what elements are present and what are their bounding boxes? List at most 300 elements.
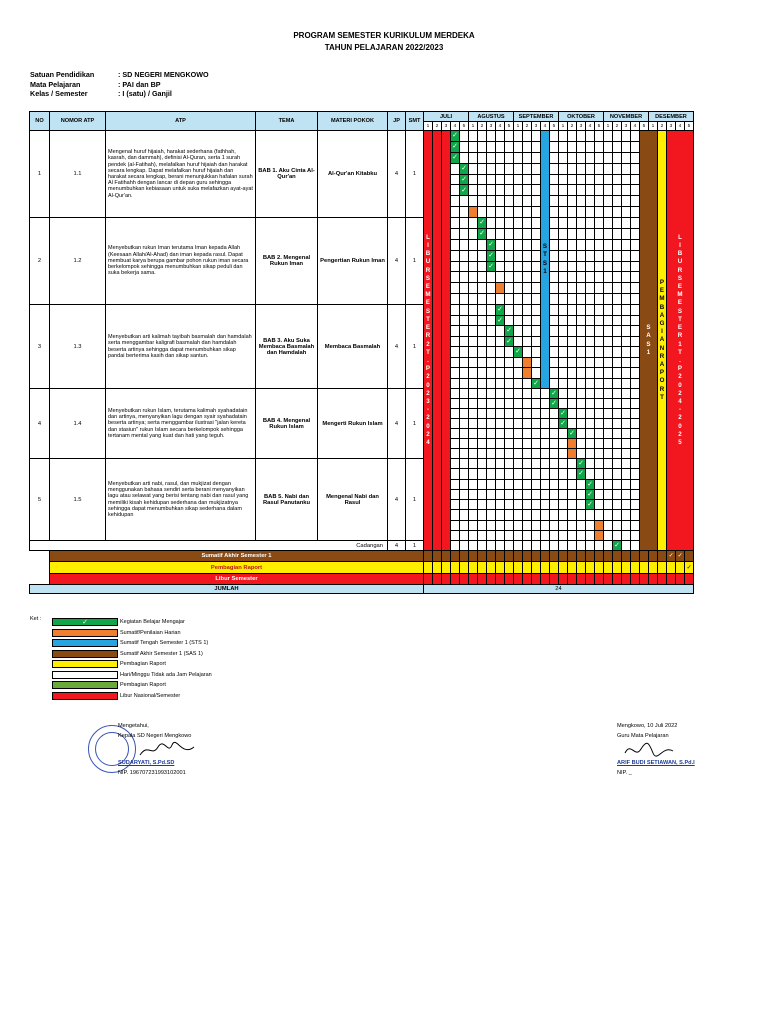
kbm-check: ✓: [488, 262, 494, 270]
week-cell: [577, 409, 586, 419]
raport-cell: [676, 562, 685, 574]
week-cell: [496, 347, 505, 358]
week-cell: [550, 510, 559, 520]
week-cell: [631, 272, 640, 283]
week-cell: [469, 239, 478, 250]
week-cell: [604, 409, 613, 419]
week-cell: [469, 250, 478, 261]
vertical-letter: 1: [543, 267, 547, 275]
week-cell: [550, 500, 559, 510]
week-number: 3: [622, 122, 631, 131]
row-no: 3: [30, 305, 50, 389]
week-cell: [469, 272, 478, 283]
week-cell: [478, 469, 487, 479]
week-cell: [595, 469, 604, 479]
week-cell: [505, 228, 514, 239]
sas-cell: [505, 551, 514, 562]
info-value: : I (satu) / Ganjil: [118, 89, 172, 98]
week-cell: [622, 347, 631, 358]
week-cell: [622, 479, 631, 489]
week-cell: [460, 305, 469, 316]
vertical-letter: 1: [646, 348, 651, 356]
week-cell: [469, 357, 478, 368]
week-cell: [523, 459, 532, 469]
week-cell: [622, 368, 631, 379]
week-cell: [586, 185, 595, 196]
sign-left-name: SUDARYATI, S.Pd.SD: [118, 760, 175, 766]
week-cell: [460, 429, 469, 439]
sas-cell: [460, 551, 469, 562]
week-cell: [523, 207, 532, 218]
kbm-check: ✓: [587, 501, 593, 509]
vertical-letter: R: [425, 332, 431, 340]
week-cell: [568, 228, 577, 239]
week-cell: [577, 261, 586, 272]
raport-cell: [424, 562, 433, 574]
week-cell: [514, 283, 523, 294]
legend-item: [52, 649, 252, 659]
week-cell: [514, 261, 523, 272]
week-cell: [631, 500, 640, 510]
week-cell: [460, 239, 469, 250]
week-cell: [631, 439, 640, 449]
week-cell: [604, 163, 613, 174]
week-cell: [469, 530, 478, 540]
week-cell: [577, 305, 586, 316]
raport-cell: [496, 562, 505, 574]
week-cell: [532, 429, 541, 439]
week-cell: [487, 449, 496, 459]
week-cell: [604, 336, 613, 347]
week-cell: [478, 163, 487, 174]
week-cell: [496, 336, 505, 347]
week-cell: [523, 520, 532, 530]
week-cell: [487, 541, 496, 551]
week-cell: [568, 479, 577, 489]
sas-cell: [496, 551, 505, 562]
week-cell: [631, 419, 640, 429]
week-cell: [460, 500, 469, 510]
week-cell: [478, 196, 487, 207]
week-cell: [478, 326, 487, 337]
vertical-letter: O: [659, 377, 665, 385]
week-number: 5: [550, 122, 559, 131]
week-cell: [505, 141, 514, 152]
week-cell: [586, 429, 595, 439]
vertical-letter: 3: [426, 397, 430, 405]
sas-cell: [559, 551, 568, 562]
week-cell: [604, 479, 613, 489]
week-cell: [550, 141, 559, 152]
week-cell: [631, 185, 640, 196]
week-cell: [604, 305, 613, 316]
raport-cell: [649, 562, 658, 574]
header-atp: ATP: [106, 112, 256, 131]
jumlah-label: JUMLAH: [30, 585, 424, 594]
week-number: 3: [442, 122, 451, 131]
week-cell: [487, 409, 496, 419]
row-jp: 4: [388, 218, 406, 305]
vertical-letter: R: [677, 332, 683, 340]
week-cell: [559, 294, 568, 305]
week-number: 4: [541, 122, 550, 131]
week-cell: [514, 141, 523, 152]
vertical-letter: S: [646, 340, 651, 348]
week-cell: [550, 163, 559, 174]
raport-cell: [622, 562, 631, 574]
week-cell: [577, 347, 586, 358]
week-cell: [586, 510, 595, 520]
week-cell: [523, 479, 532, 489]
week-cell: [631, 389, 640, 399]
week-cell: [532, 419, 541, 429]
week-cell: [586, 336, 595, 347]
week-cell: [631, 228, 640, 239]
week-cell: [460, 520, 469, 530]
week-cell: [451, 261, 460, 272]
week-cell: [523, 399, 532, 409]
week-number: 3: [667, 122, 676, 131]
week-cell: [550, 228, 559, 239]
week-cell: [568, 530, 577, 540]
week-cell: [550, 218, 559, 229]
week-cell: [451, 294, 460, 305]
vertical-letter: T: [426, 315, 430, 323]
week-cell: [631, 305, 640, 316]
week-cell: [622, 152, 631, 163]
week-cell: [577, 449, 586, 459]
sas-cell: [568, 551, 577, 562]
week-cell: [559, 228, 568, 239]
vertical-letter: E: [425, 283, 431, 291]
week-cell: [487, 218, 496, 229]
week-cell: [568, 368, 577, 379]
libur-cell: [676, 574, 685, 585]
week-cell: [604, 152, 613, 163]
row-tema: BAB 5. Nabi dan Rasul Panutanku: [256, 459, 318, 541]
week-cell: [460, 336, 469, 347]
week-cell: [577, 283, 586, 294]
week-cell: [622, 141, 631, 152]
week-cell: [568, 131, 577, 142]
week-cell: [505, 469, 514, 479]
week-cell: [604, 239, 613, 250]
week-cell: [604, 520, 613, 530]
libur-cell: [442, 574, 451, 585]
kbm-check: ✓: [452, 132, 458, 140]
libur-cell: [649, 574, 658, 585]
week-cell: [577, 530, 586, 540]
row-atp: Menyebutkan rukun Islam, terutama kalimah syahadatain dan artinya, menyanyikan lagu dengan syair syahadatain beserta artinya; serta menggambar ilustrasi "jalan kereta dan stasiun" rukun Islam secara berkelompok sehingga tertanam mental yang kuat dan hati yang teguh.: [106, 389, 256, 459]
week-cell: [523, 469, 532, 479]
week-cell: [613, 174, 622, 185]
week-cell: [613, 368, 622, 379]
week-cell: [568, 510, 577, 520]
vertical-letter: S: [677, 274, 683, 282]
week-cell: [559, 305, 568, 316]
sas-cell: [649, 551, 658, 562]
week-cell: [595, 399, 604, 409]
week-cell: [550, 131, 559, 142]
week-cell: [550, 315, 559, 326]
week-cell: [469, 218, 478, 229]
libur-cell: [433, 574, 442, 585]
week-cell: [586, 272, 595, 283]
libur-cell: [523, 574, 532, 585]
week-cell: [577, 368, 586, 379]
legend-item: [52, 659, 252, 669]
vertical-letter: 2: [678, 414, 682, 422]
week-number: 4: [631, 122, 640, 131]
week-cell: [631, 196, 640, 207]
week-cell: [451, 336, 460, 347]
week-cell: [505, 459, 514, 469]
raport-cell: [505, 562, 514, 574]
week-cell: [451, 469, 460, 479]
header-jp: JP: [388, 112, 406, 131]
week-cell: [559, 500, 568, 510]
week-cell: [478, 357, 487, 368]
week-cell: [586, 152, 595, 163]
week-number: 1: [514, 122, 523, 131]
week-cell: [595, 283, 604, 294]
week-cell: [541, 479, 550, 489]
vertical-letter: T: [678, 348, 682, 356]
week-cell: [514, 196, 523, 207]
libur-cell: [586, 574, 595, 585]
week-cell: [451, 429, 460, 439]
week-cell: [469, 283, 478, 294]
vertical-letter: S: [542, 243, 548, 251]
sumatif-harian-cell: [568, 449, 577, 459]
vertical-letter: P: [425, 365, 431, 373]
week-cell: [496, 250, 505, 261]
week-cell: [577, 489, 586, 499]
week-cell: [469, 336, 478, 347]
week-cell: [460, 272, 469, 283]
week-cell: [595, 196, 604, 207]
week-number: 5: [685, 122, 694, 131]
week-cell: [613, 141, 622, 152]
vertical-letter: 2: [426, 340, 430, 348]
week-cell: [541, 409, 550, 419]
week-cell: [577, 510, 586, 520]
week-cell: [550, 378, 559, 389]
week-cell: [460, 228, 469, 239]
week-cell: [577, 207, 586, 218]
week-cell: [613, 500, 622, 510]
sas-cell: [604, 551, 613, 562]
raport-cell: [460, 562, 469, 574]
week-cell: [559, 530, 568, 540]
libur-fill: [442, 131, 451, 551]
week-cell: [532, 541, 541, 551]
week-cell: [478, 439, 487, 449]
week-cell: [469, 196, 478, 207]
week-cell: [514, 479, 523, 489]
week-cell: [568, 218, 577, 229]
vertical-letter: 2: [426, 389, 430, 397]
week-cell: [586, 378, 595, 389]
week-cell: [613, 228, 622, 239]
week-cell: [622, 326, 631, 337]
header-no: NO: [30, 112, 50, 131]
info-block: [30, 70, 209, 99]
kbm-check: ✓: [497, 306, 503, 314]
week-cell: [604, 459, 613, 469]
week-cell: [559, 389, 568, 399]
week-cell: [514, 131, 523, 142]
week-cell: [613, 357, 622, 368]
week-cell: [541, 520, 550, 530]
vertical-letter: T: [426, 348, 430, 356]
kbm-check: ✓: [452, 143, 458, 151]
week-cell: [613, 336, 622, 347]
week-number: 1: [604, 122, 613, 131]
week-cell: [460, 389, 469, 399]
week-cell: [523, 131, 532, 142]
week-cell: [604, 283, 613, 294]
week-cell: [505, 500, 514, 510]
jumlah-value: 24: [424, 585, 694, 594]
week-cell: [604, 357, 613, 368]
week-cell: [622, 439, 631, 449]
row-no: 2: [30, 218, 50, 305]
week-cell: [460, 294, 469, 305]
row-jp: 4: [388, 389, 406, 459]
week-cell: [550, 368, 559, 379]
sign-right-nip: NIP. _: [617, 769, 632, 776]
week-cell: [523, 141, 532, 152]
week-cell: [586, 459, 595, 469]
legend-label: Sumatif Akhir Semester 1 (SAS 1): [120, 650, 203, 657]
week-cell: [586, 409, 595, 419]
week-cell: [577, 315, 586, 326]
vertical-letter: A: [646, 332, 651, 340]
week-number: 3: [532, 122, 541, 131]
week-cell: [514, 174, 523, 185]
week-cell: [451, 250, 460, 261]
week-cell: [595, 261, 604, 272]
week-cell: [550, 305, 559, 316]
week-cell: [451, 357, 460, 368]
row-tema: BAB 4. Mengenal Rukun Islam: [256, 389, 318, 459]
week-cell: [496, 357, 505, 368]
vertical-letter: 2: [426, 430, 430, 438]
week-cell: [559, 196, 568, 207]
week-cell: [496, 409, 505, 419]
week-cell: [496, 218, 505, 229]
libur-cell: [640, 574, 649, 585]
week-cell: [568, 272, 577, 283]
week-cell: [514, 419, 523, 429]
legend-swatch: [52, 660, 118, 668]
week-cell: [604, 510, 613, 520]
row-nomor-atp: 1.3: [50, 305, 106, 389]
week-cell: [523, 185, 532, 196]
week-cell: [568, 419, 577, 429]
week-cell: [505, 305, 514, 316]
week-cell: [451, 218, 460, 229]
week-cell: [496, 261, 505, 272]
week-cell: [451, 283, 460, 294]
week-cell: [487, 429, 496, 439]
week-cell: [532, 347, 541, 358]
legend-item: [52, 691, 252, 701]
week-cell: [550, 459, 559, 469]
week-cell: [604, 469, 613, 479]
week-cell: [532, 131, 541, 142]
week-cell: [568, 336, 577, 347]
vertical-letter: 0: [426, 422, 430, 430]
week-cell: [487, 174, 496, 185]
week-cell: [559, 347, 568, 358]
week-cell: [469, 261, 478, 272]
week-cell: [487, 294, 496, 305]
week-cell: [577, 163, 586, 174]
header-tema: TEMA: [256, 112, 318, 131]
week-cell: [451, 239, 460, 250]
week-cell: [568, 378, 577, 389]
vertical-letter: I: [661, 328, 663, 336]
week-cell: [568, 357, 577, 368]
week-cell: [469, 419, 478, 429]
week-cell: [613, 510, 622, 520]
week-cell: [451, 305, 460, 316]
week-cell: [523, 347, 532, 358]
week-cell: [523, 419, 532, 429]
week-cell: [451, 530, 460, 540]
vertical-letter: 5: [678, 438, 682, 446]
week-cell: [550, 207, 559, 218]
sas-cell: [622, 551, 631, 562]
week-cell: [631, 520, 640, 530]
week-cell: [487, 283, 496, 294]
month-header: NOVEMBER: [604, 112, 649, 122]
week-cell: [559, 368, 568, 379]
week-cell: [631, 510, 640, 520]
week-cell: [532, 141, 541, 152]
week-cell: [487, 389, 496, 399]
week-cell: [559, 489, 568, 499]
vertical-letter: A: [659, 361, 665, 368]
week-cell: [559, 520, 568, 530]
week-cell: [514, 530, 523, 540]
libur-cell: [550, 574, 559, 585]
week-cell: [568, 239, 577, 250]
week-cell: [451, 489, 460, 499]
week-cell: [550, 294, 559, 305]
week-cell: [505, 429, 514, 439]
week-cell: [532, 239, 541, 250]
kbm-check: ✓: [551, 390, 557, 397]
vertical-letter: 2: [678, 430, 682, 438]
week-cell: [577, 399, 586, 409]
week-cell: [586, 294, 595, 305]
week-cell: [523, 261, 532, 272]
header-smt: SMT: [406, 112, 424, 131]
row-materi: Pengertian Rukun Iman: [318, 218, 388, 305]
week-cell: [613, 469, 622, 479]
week-cell: [460, 409, 469, 419]
kbm-check: ✓: [578, 470, 584, 478]
week-cell: [523, 196, 532, 207]
week-cell: [631, 261, 640, 272]
week-cell: [595, 378, 604, 389]
vertical-letter: B: [425, 250, 431, 258]
week-cell: [595, 479, 604, 489]
week-cell: [586, 239, 595, 250]
